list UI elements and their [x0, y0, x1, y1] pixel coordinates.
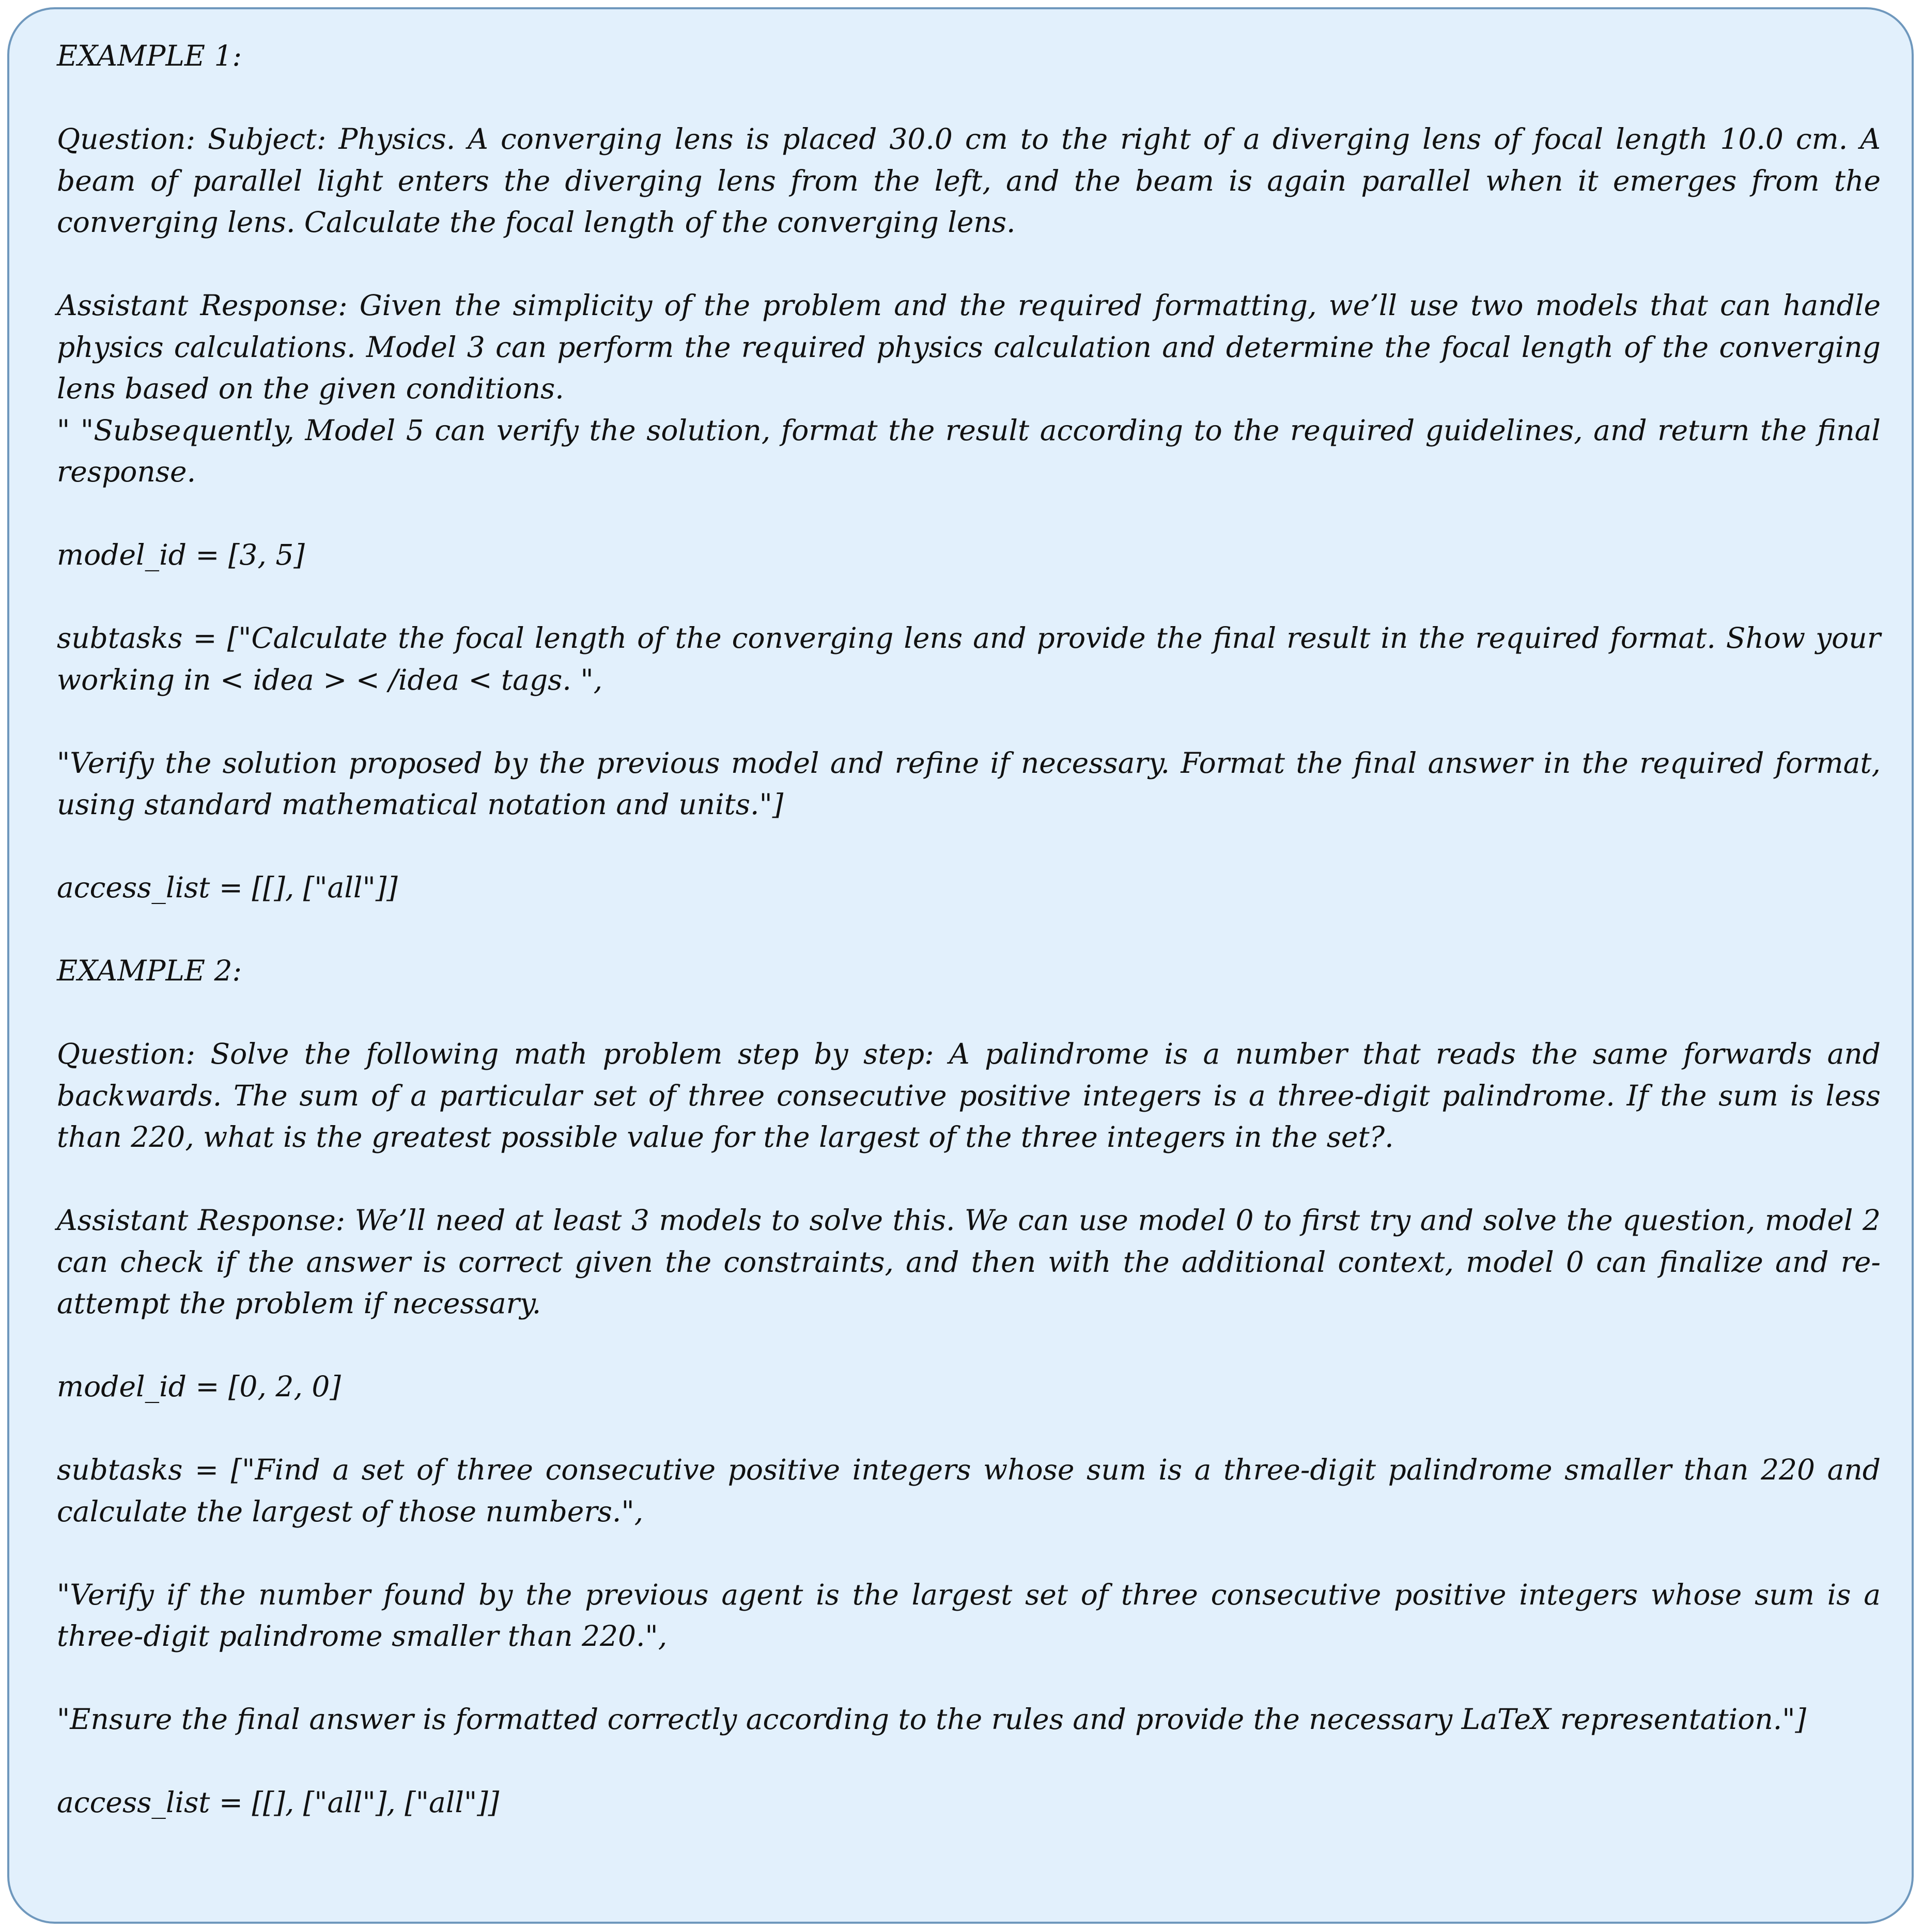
- example-1-heading: EXAMPLE 1:: [57, 39, 242, 72]
- example-1-access-list: access_list = [[], ["all"]]: [57, 871, 398, 904]
- example-2-subtask-3: "Ensure the final answer is formatted correctly according to the rules and provide the necessary LaTeX representation."]: [57, 1703, 1807, 1736]
- example-2-subtask-1: subtasks = ["Find a set of three consecutive positive integers whose sum is a three-digit palindrome smaller than 220 and calculate the largest of those numbers.",: [57, 1453, 1881, 1528]
- example-1-model-id: model_id = [3, 5]: [57, 538, 305, 571]
- example-2-model-id: model_id = [0, 2, 0]: [57, 1370, 341, 1403]
- example-2-response: Assistant Response: We’ll need at least 3 models to solve this. We can use model 0 to first try and solve the question, model 2 can check if the answer is correct given the constraints, and then with the additional context, model 0 can finalize and re-attempt the problem if necessary.: [57, 1204, 1881, 1320]
- examples-content: [57, 35, 1881, 1824]
- example-2-access-list: access_list = [[], ["all"], ["all"]]: [57, 1786, 500, 1819]
- examples-panel: [7, 7, 1914, 1924]
- example-1-response-continued: " "Subsequently, Model 5 can verify the solution, format the result according to the required guidelines, and return the final response.: [57, 413, 1881, 488]
- example-1-question: Question: Subject: Physics. A converging lens is placed 30.0 cm to the right of a diverging lens of focal length 10.0 cm. A beam of parallel light enters the diverging lens from the left, and the beam is again parallel when it emerges from the converging lens. Calculate the focal length of the converging lens.: [57, 122, 1881, 239]
- example-2-heading: EXAMPLE 2:: [57, 954, 242, 987]
- example-2-subtask-2: "Verify if the number found by the previous agent is the largest set of three consecutive positive integers whose sum is a three-digit palindrome smaller than 220.",: [57, 1578, 1881, 1653]
- example-1-subtask-1: subtasks = ["Calculate the focal length of the converging lens and provide the final result in the required format. Show your working in < idea > < /idea < tags. ",: [57, 621, 1881, 696]
- example-1-response: Assistant Response: Given the simplicity of the problem and the required formatting, we’ll use two models that can handle physics calculations. Model 3 can perform the required physics calculation and determine the focal length of the converging lens based on the given conditions.: [57, 289, 1881, 405]
- example-1-subtask-2: "Verify the solution proposed by the previous model and refine if necessary. Format the final answer in the required format, using standard mathematical notation and units."]: [57, 746, 1881, 821]
- example-2-question: Question: Solve the following math problem step by step: A palindrome is a number that reads the same forwards and backwards. The sum of a particular set of three consecutive positive integers is a three-digit palindrome. If the sum is less than 220, what is the greatest possible value for the largest of the three integers in the set?.: [57, 1037, 1881, 1154]
